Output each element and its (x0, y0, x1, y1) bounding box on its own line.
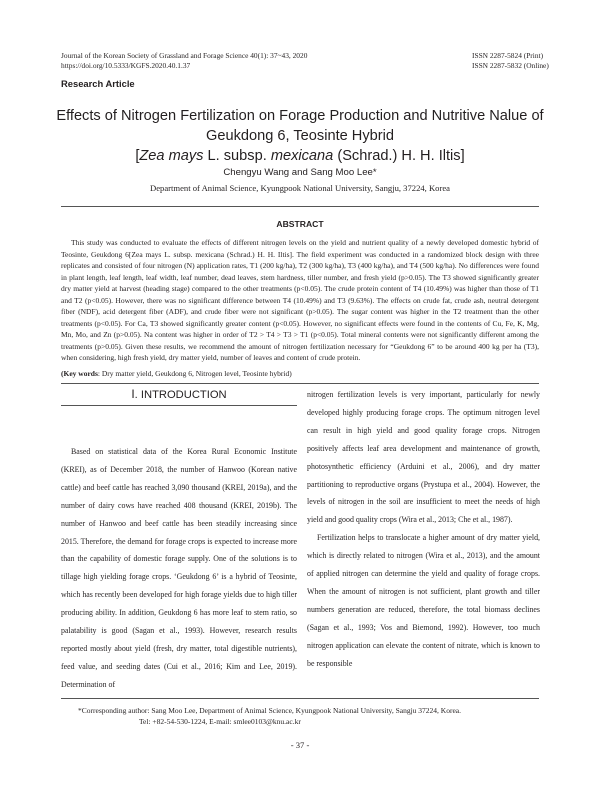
column-right (307, 386, 540, 673)
journal-citation: Journal of the Korean Society of Grassland and Forage Science 40(1): 37~43, 2020 (61, 51, 308, 60)
intro-paragraph-3: Fertilization helps to translocate a higher amount of dry matter yield, which is directly related to nitrogen (Wira et al., 2013), and the amount of applied nitrogen can determine the yield and quality of forage crops. When the amount of nitrogen is not sufficient, plant growth and tiller numbers generation are reduced, therefore, the total biomass declines (Sagan et al., 1993; Vos and Biemond, 1992). However, too much nitrogen application can elevate the content of nitrate, which is known to be responsible (307, 533, 540, 668)
affiliation: Department of Animal Science, Kyungpook National University, Sangju, 37224, Korea (150, 183, 450, 193)
intro-paragraph-2: nitrogen fertilization levels is very important, particularly for newly developed highly producing forage crops. The optimum nitrogen level can result in high yield and good quality forage crops. Nitrogen positively affects leaf area development and maintenance of growth, photosynthetic efficiency (Arduini et al., 2006), and dry matter partitioning to reproductive organs (Prystupa et al., 2004). However, the levels of nitrogen in the soil are insufficient to meet the needs of high yield and good quality crops (Wira et al., 2013; Che et al., 1987). (307, 390, 540, 525)
divider-abstract (61, 383, 539, 384)
section-heading: Ⅰ. INTRODUCTION (131, 389, 227, 401)
issn-online: ISSN 2287-5832 (Online) (472, 60, 549, 70)
subsp-text: L. subsp. (203, 148, 271, 164)
journal-header (61, 51, 307, 70)
section-underline (61, 405, 297, 406)
divider-top (61, 206, 539, 207)
keywords (61, 369, 539, 378)
authors: Chengyu Wang and Sang Moo Lee* (223, 167, 377, 178)
abstract-text: This study was conducted to evaluate the effects of different nitrogen levels on the yield and nutrient quality of a newly developed domestic hybrid of Teosinte, Geukdong 6[Zea mays L. subsp. mexicana (Schrad.) H. H. Iltis]. The field experiment was conducted in a randomized block design with three replicates and consisted of four nitrogen (N) application rates, T1 (200 kg/ha), T2 (300 kg/ha), T3 (400 kg/ha), and T4 (500 kg/ha). No differences were found in plant length, leaf length, leaf width, leaf number, dead leaves, stem hardness, tiller number, and fresh yield (p>0.05). The T3 showed significantly greater dry matter yield at harvest (heading stage) compared to the other treatments (p<0.05). The crude protein content of T4 (10.49%) was higher than those of T1 and T2 (p<0.05). However, there was no significant difference between T4 (10.49%) and T3 (9.63%). The effects on crude fat, crude ash, neutral detergent fiber (NDF), acid detergent fiber (ADF), and crude fiber were not significant (p>0.05). The sugar content was higher in the T2 treatment than the other treatments (p<0.05). For Ca, T3 showed significantly greater content (p<0.05). However, no significant effects were found in the contents of Cu, Fe, K, Mg, Mn, Mo, and Zn (p>0.05). Na content was higher in order of T2 > T4 > T3 > T1 (p<0.05). Total mineral contents were not significantly different among the treatments (p>0.05). Given these results, we recommend the amount of nitrogen fertilization necessary for “Geukdong 6” to be around 400 kg per ha (T3), when considering, high fresh yield, dry matter yield, number of leaves and content of crude protein. (61, 238, 539, 363)
subspecies-name: mexicana (270, 148, 334, 164)
issn-print: ISSN 2287-5824 (Print) (472, 51, 544, 60)
footnote (78, 705, 461, 727)
page-number: - 37 - (290, 740, 310, 750)
title-line-2: Geukdong 6, Teosinte Hybrid (206, 128, 394, 144)
contact-info: Tel: +82-54-530-1224, E-mail: smlee0103@knu.ac.kr (139, 717, 301, 726)
article-type: Research Article (61, 78, 135, 89)
authority-text: (Schrad.) H. H. Iltis] (333, 148, 465, 164)
doi-link[interactable]: https://doi.org/10.5333/KGFS.2020.40.1.37 (61, 60, 191, 70)
abstract-heading: ABSTRACT (276, 219, 324, 229)
keywords-label: (Key words (61, 369, 98, 378)
column-left (61, 443, 297, 694)
title-line-3 (40, 146, 560, 166)
divider-footnote (61, 698, 539, 699)
keywords-list: : Dry matter yield, Geukdong 6, Nitrogen level, Teosinte hybrid) (97, 369, 292, 378)
intro-paragraph-1: Based on statistical data of the Korea Rural Economic Institute (KREI), as of December 2018, the number of Hanwoo (Korean native cattle) and beef cattle has reached 3,090 thousand (KREI, 2019a), and the number of dairy cows have reached 408 thousand (KREI, 2019b). The number of Hanwoo and beef cattle has been steadily increasing since 2015. Therefore, the demand for forage crops is expected to increase more than the capability of domestic forage supply. One of the solutions is to tillage high yielding forage crops. ‘Geukdong 6’ is a hybrid of Teosinte, which has recently been developed for high forage yields due to high tiller producing ability. In addition, Geukdong 6 has more leaf to stem ratio, so palatability is good (Sagan et al., 1993). However, research results reported mostly about yield (fresh, dry matter, total digestible nutrients), feed value, and seeding dates (Cui et al., 2016; Kim and Lee, 2019). Determination of (61, 447, 297, 689)
bracket-open: [ (135, 148, 140, 164)
title-line-1: Effects of Nitrogen Fertilization on Forage Production and Nutritive Nalue of (56, 108, 544, 124)
issn-block (472, 51, 549, 70)
species-name: Zea mays (139, 148, 204, 164)
corresponding-author: *Corresponding author: Sang Moo Lee, Department of Animal Science, Kyungpook National University, Sangju 37224, Korea. (78, 706, 461, 715)
